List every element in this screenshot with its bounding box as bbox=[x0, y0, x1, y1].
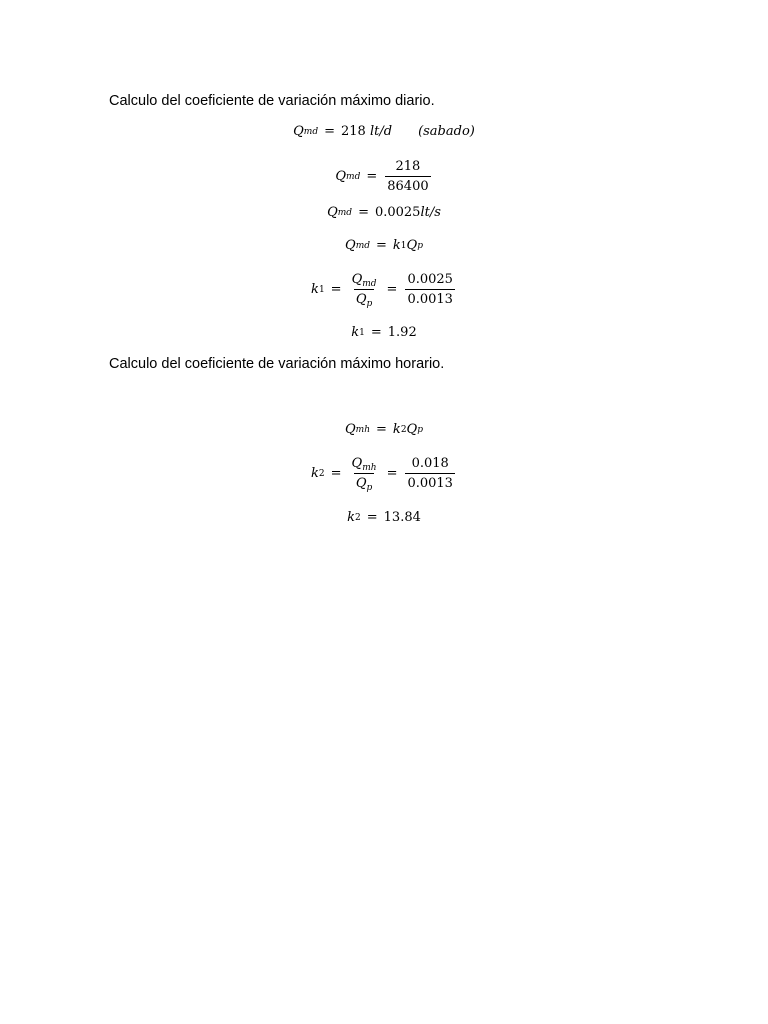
value: 1.92 bbox=[387, 325, 417, 340]
symbol: k bbox=[351, 325, 360, 340]
unit: lt/d bbox=[369, 124, 393, 139]
value: 218 bbox=[341, 124, 366, 139]
q-symbol: Q bbox=[406, 422, 418, 437]
equation-qmd-k1-qp: Q md = k 1 Q p bbox=[345, 238, 423, 253]
symbol: k bbox=[311, 466, 319, 481]
equation-k2-result: k 2 = 13.84 bbox=[347, 510, 421, 525]
denominator: 0.0013 bbox=[405, 289, 455, 308]
fraction-numeric bbox=[405, 271, 455, 308]
equals-sign: = bbox=[370, 325, 382, 340]
numerator: $Q_{md}$ bbox=[351, 272, 377, 289]
denominator: $Q_p$ bbox=[354, 473, 374, 492]
fraction-numeric bbox=[405, 455, 455, 492]
equation-qmd-result: Q md = 0.0025 lt/s bbox=[327, 205, 441, 220]
equals-sign: = bbox=[358, 205, 369, 220]
equals-sign: = bbox=[386, 466, 398, 481]
q-symbol: Q bbox=[406, 238, 418, 253]
value: 0.0025 bbox=[374, 205, 421, 220]
equation-k2-fraction: k 2 = $\frac{Q_{mh}}{Q_p}$ = $\frac{0.018}{0.0013}$ bbox=[311, 456, 453, 493]
symbol: Q bbox=[345, 422, 356, 437]
k-symbol: k bbox=[392, 422, 401, 437]
equation-qmd-daily: Q md = 218 lt/d (sabado) bbox=[293, 124, 475, 139]
denominator: 0.0013 bbox=[405, 473, 455, 492]
numerator: $Q_{mh}$ bbox=[351, 456, 377, 473]
symbol: k bbox=[347, 510, 356, 525]
denominator: 86400 bbox=[385, 176, 430, 195]
symbol: k bbox=[311, 282, 319, 297]
symbol: Q bbox=[335, 169, 347, 184]
symbol: Q bbox=[345, 238, 356, 253]
equals-sign: = bbox=[376, 422, 387, 437]
unit: lt/s bbox=[420, 205, 441, 220]
equals-sign: = bbox=[376, 238, 387, 253]
equals-sign: = bbox=[330, 282, 342, 297]
equation-qmh-k2-qp: Q mh = k 2 Q p bbox=[345, 422, 423, 437]
heading-maximo-horario: Calculo del coeficiente de variación máximo horario. bbox=[109, 356, 445, 372]
numerator: 218 bbox=[395, 159, 421, 174]
equals-sign: = bbox=[330, 466, 342, 481]
note-sabado: (sabado) bbox=[418, 124, 475, 139]
symbol: Q bbox=[293, 124, 304, 139]
value: 13.84 bbox=[383, 510, 421, 525]
numerator: 0.018 bbox=[411, 456, 449, 471]
equation-k1-fraction: k 1 = $\frac{Q_{md}}{Q_p}$ = $\frac{0.0025}{0.0013}$ bbox=[311, 272, 453, 309]
equals-sign: = bbox=[386, 282, 398, 297]
equals-sign: = bbox=[366, 169, 378, 184]
fraction-symbolic bbox=[350, 271, 379, 308]
denominator: $Q_p$ bbox=[354, 289, 374, 308]
heading-maximo-diario: Calculo del coeficiente de variación máximo diario. bbox=[109, 93, 435, 109]
equation-qmd-fraction: Q md = $\frac{218}{86400}$ bbox=[335, 159, 429, 194]
fraction bbox=[385, 158, 430, 195]
equation-k1-result: k 1 = 1.92 bbox=[351, 325, 417, 340]
equals-sign: = bbox=[324, 124, 335, 139]
k-symbol: k bbox=[392, 238, 401, 253]
symbol: Q bbox=[327, 205, 338, 220]
fraction-symbolic bbox=[350, 455, 379, 492]
numerator: 0.0025 bbox=[407, 272, 453, 287]
equals-sign: = bbox=[366, 510, 378, 525]
